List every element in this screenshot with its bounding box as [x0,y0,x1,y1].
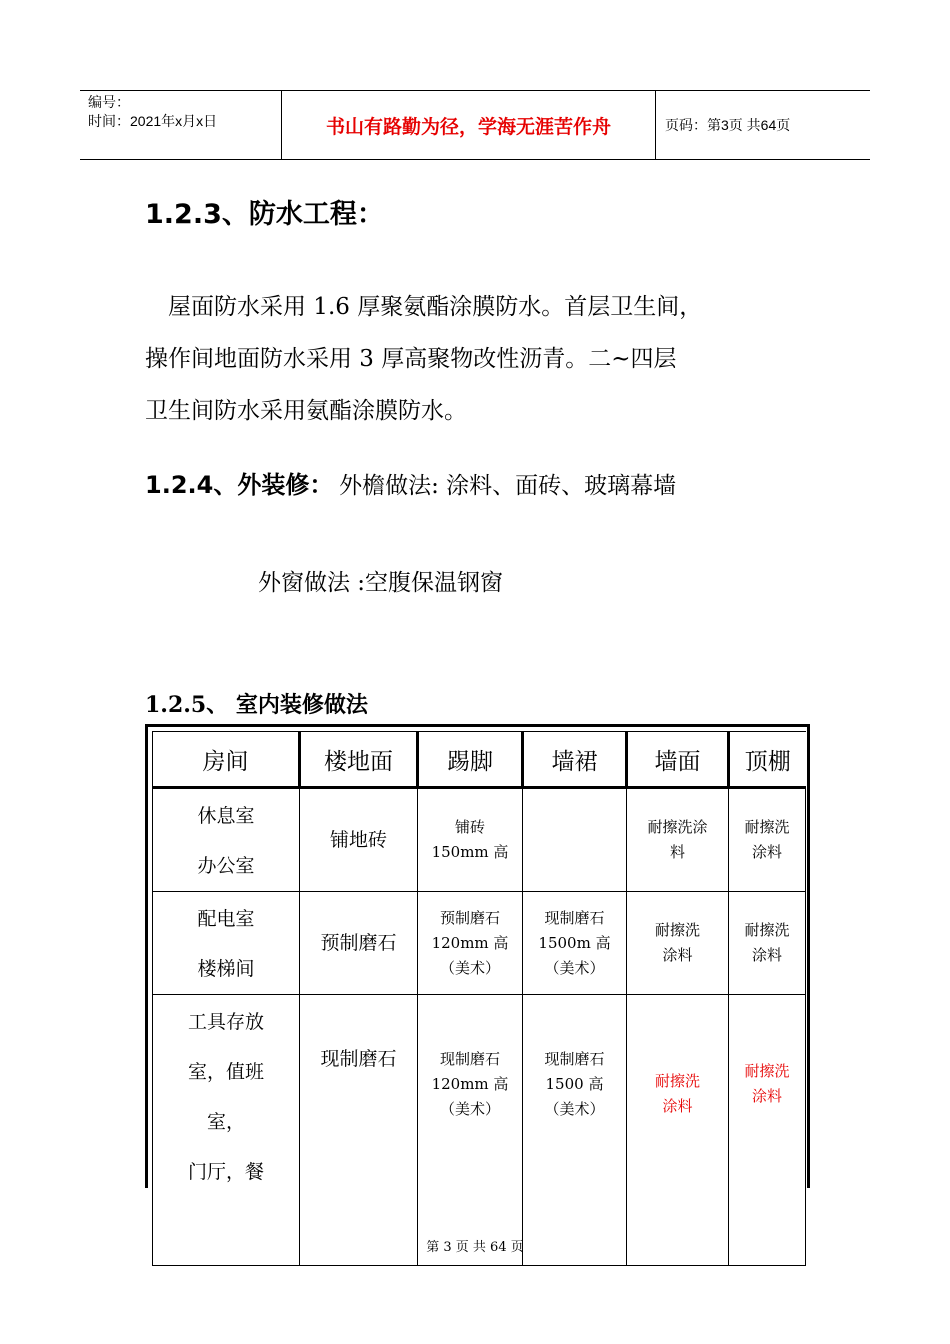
header-page-number: 页码：第3页 共64页 [665,117,791,133]
cell-ceiling [729,995,806,1266]
cell-line: 料 [669,843,685,861]
room-line: 楼梯间 [197,958,255,980]
cell-wall [627,995,729,1266]
cell-line: 涂料 [751,843,782,861]
header-meta [88,91,280,159]
cell-skirting [418,995,523,1266]
cell-line: 120mm 高 [431,1075,509,1093]
cell-room [153,995,300,1266]
cell-line: （美术） [439,1100,500,1118]
header-room: 房间 [153,732,300,788]
cell-floor: 铺地砖 [300,788,418,892]
cell-line: 耐擦洗 [744,921,790,939]
header-motto: 书山有路勤为径，学海无涯苦作舟 [281,91,656,159]
cell-line: （美术） [439,958,500,977]
cell-dado [523,788,627,892]
table-row [153,788,806,892]
window-method-text: 外窗做法 :空腹保温钢窗 [258,570,504,596]
page-header [80,90,870,160]
cell-line: 涂料 [751,1087,782,1105]
cell-line: 耐擦洗 [744,818,790,836]
page-footer: 第 3 页 共 64 页 [426,1240,524,1255]
header-skirting: 踢脚 [418,732,523,788]
cell-line: 1500 高 [545,1075,604,1093]
cell-skirting [418,788,523,892]
room-line: 办公室 [197,855,255,877]
cell-floor: 预制磨石 [300,892,418,995]
room-line: 门厅，餐 [187,1161,264,1183]
interior-finish-table [152,731,806,1266]
table-row [153,892,806,995]
cell-dado [523,995,627,1266]
header-number: 编号： [88,94,130,110]
cell-line: 120mm 高 [431,933,509,952]
table-row [153,995,806,1266]
header-floor: 楼地面 [300,732,418,788]
cell-dado [523,892,627,995]
cell-ceiling [729,788,806,892]
cell-line: 现制磨石 [544,908,605,927]
cell-line: 耐擦洗 [654,1072,700,1090]
cell-wall [627,892,729,995]
header-wall: 墙面 [627,732,729,788]
cell-line: （美术） [544,1100,605,1118]
heading-waterproofing: 1.2.3、防水工程： [145,199,384,230]
header-ceiling: 顶棚 [729,732,806,788]
cell-line: 耐擦洗涂 [647,818,708,836]
interior-finish-table-frame [145,724,810,1188]
cell-line: 150mm 高 [431,843,509,861]
room-line: 休息室 [197,805,255,827]
cell-line: 现制磨石 [439,1050,500,1068]
cell-floor: 现制磨石 [300,995,418,1266]
room-line: 配电室 [197,908,255,930]
header-time: 时间：2021年x月x日 [88,113,218,129]
cell-ceiling [729,892,806,995]
paragraph-line-1: 屋面防水采用 1.6 厚聚氨酯涂膜防水。首层卫生间， [145,294,703,320]
cell-line: 现制磨石 [544,1050,605,1068]
cell-line: 涂料 [662,946,693,964]
cell-line: 涂料 [751,946,782,964]
header-dado: 墙裙 [523,732,627,788]
cell-wall [627,788,729,892]
table-header-row [153,732,806,788]
cell-line: 铺砖 [454,818,485,836]
cell-room [153,892,300,995]
room-line: 工具存放 [187,1011,264,1033]
cell-skirting [418,892,523,995]
room-line: 室，值班 [187,1061,264,1083]
cell-line: （美术） [544,958,605,977]
cell-room [153,788,300,892]
eave-method-text: 外檐做法: 涂料、面砖、玻璃幕墙 [339,473,677,499]
paragraph-line-3: 卫生间防水采用氨酯涂膜防水。 [145,398,467,424]
cell-line: 涂料 [662,1097,693,1115]
heading-interior-finish: 1.2.5、 室内装修做法 [145,692,368,718]
exterior-finish-line [145,465,676,500]
cell-line: 预制磨石 [439,908,500,927]
paragraph-line-2: 操作间地面防水采用 3 厚高聚物改性沥青。二~四层 [145,346,677,372]
cell-line: 1500m 高 [538,933,611,952]
heading-exterior-finish: 1.2.4、外装修： [145,471,334,499]
room-line: 室， [206,1111,245,1133]
cell-line: 耐擦洗 [654,921,700,939]
cell-line: 耐擦洗 [744,1062,790,1080]
